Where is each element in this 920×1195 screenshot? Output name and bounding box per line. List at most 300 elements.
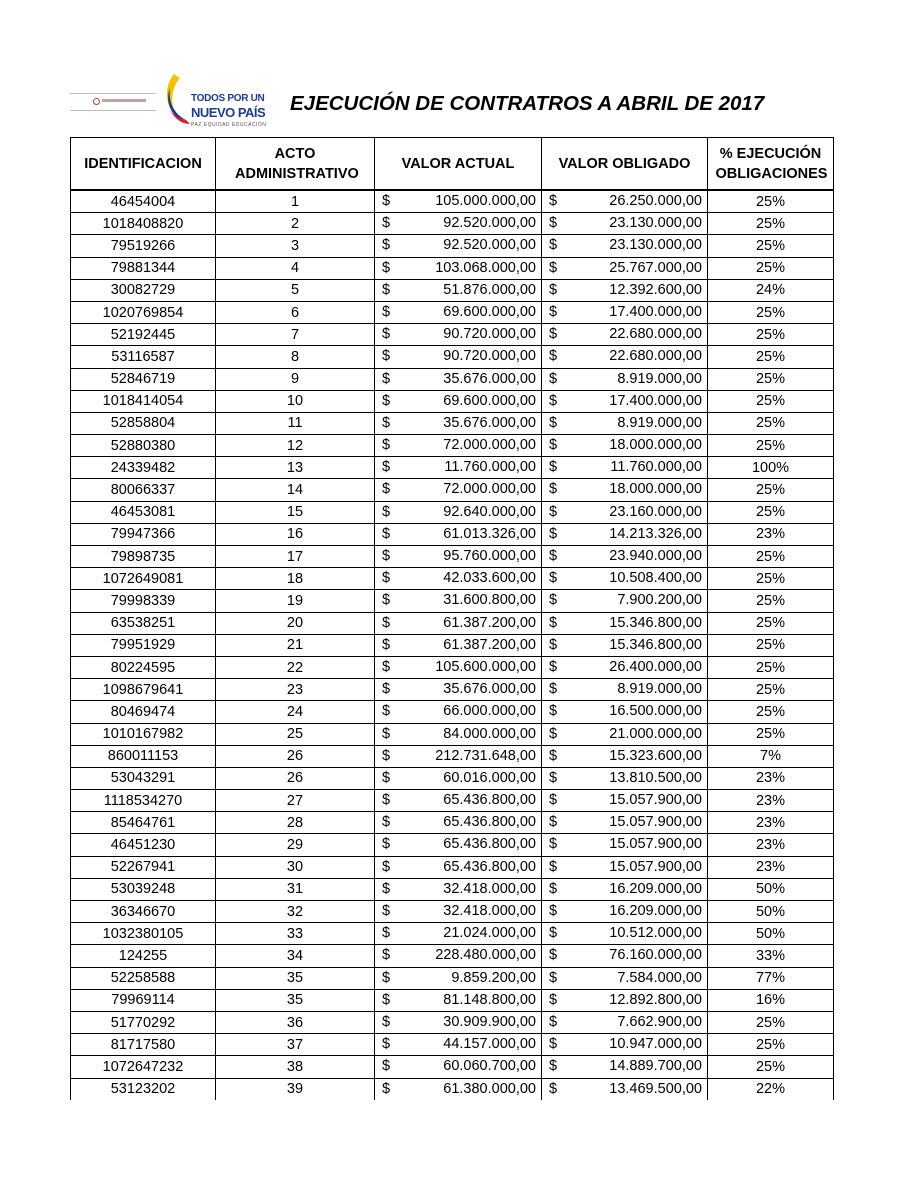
currency-symbol: $ bbox=[549, 525, 558, 542]
cell-ejecucion: 23% bbox=[708, 812, 834, 834]
flag-swoosh-icon bbox=[160, 72, 192, 134]
cell-ejecucion: 25% bbox=[708, 1056, 834, 1078]
cell-valor-obligado bbox=[542, 790, 708, 812]
valor-obligado-amount: 8.919.000,00 bbox=[617, 370, 702, 387]
currency-symbol: $ bbox=[549, 570, 558, 587]
cell-ejecucion: 25% bbox=[708, 612, 834, 634]
cell-valor-obligado bbox=[542, 257, 708, 279]
logo-line-1: TODOS POR UN bbox=[191, 93, 265, 104]
cell-identificacion: 79519266 bbox=[71, 235, 216, 257]
cell-valor-obligado bbox=[542, 435, 708, 457]
cell-acto-administrativo: 20 bbox=[216, 612, 375, 634]
table-row bbox=[71, 834, 834, 856]
currency-symbol: $ bbox=[382, 348, 391, 365]
table-row bbox=[71, 590, 834, 612]
valor-actual-amount: 92.520.000,00 bbox=[443, 237, 536, 254]
cell-valor-actual bbox=[375, 501, 542, 523]
cell-valor-actual bbox=[375, 656, 542, 678]
cell-identificacion: 79898735 bbox=[71, 546, 216, 568]
cell-acto-administrativo: 17 bbox=[216, 546, 375, 568]
cell-valor-obligado bbox=[542, 279, 708, 301]
cell-valor-obligado bbox=[542, 1034, 708, 1056]
logo-line-3: PAZ EQUIDAD EDUCACIÓN bbox=[191, 122, 267, 128]
cell-valor-actual bbox=[375, 1011, 542, 1033]
currency-symbol: $ bbox=[382, 1013, 391, 1030]
table-row bbox=[71, 523, 834, 545]
cell-identificacion: 46454004 bbox=[71, 190, 216, 213]
column-header-valor-obligado: VALOR OBLIGADO bbox=[542, 138, 708, 191]
cell-valor-obligado bbox=[542, 457, 708, 479]
currency-symbol: $ bbox=[549, 392, 558, 409]
valor-actual-amount: 30.909.900,00 bbox=[443, 1013, 536, 1030]
cell-valor-obligado bbox=[542, 235, 708, 257]
currency-symbol: $ bbox=[549, 1036, 558, 1053]
currency-symbol: $ bbox=[549, 658, 558, 675]
cell-identificacion: 63538251 bbox=[71, 612, 216, 634]
valor-actual-amount: 90.720.000,00 bbox=[443, 326, 536, 343]
cell-acto-administrativo: 12 bbox=[216, 435, 375, 457]
currency-symbol: $ bbox=[549, 925, 558, 942]
currency-symbol: $ bbox=[549, 348, 558, 365]
cell-valor-actual bbox=[375, 1078, 542, 1100]
valor-obligado-amount: 23.130.000,00 bbox=[609, 215, 702, 232]
cell-valor-obligado bbox=[542, 901, 708, 923]
cell-identificacion: 53123202 bbox=[71, 1078, 216, 1100]
table-row bbox=[71, 723, 834, 745]
cell-ejecucion: 23% bbox=[708, 523, 834, 545]
cell-valor-obligado bbox=[542, 213, 708, 235]
cell-identificacion: 80469474 bbox=[71, 701, 216, 723]
currency-symbol: $ bbox=[382, 1080, 391, 1097]
valor-actual-amount: 69.600.000,00 bbox=[443, 392, 536, 409]
currency-symbol: $ bbox=[549, 592, 558, 609]
valor-obligado-amount: 22.680.000,00 bbox=[609, 326, 702, 343]
valor-obligado-amount: 26.250.000,00 bbox=[609, 193, 702, 209]
cell-valor-obligado bbox=[542, 479, 708, 501]
cell-ejecucion: 25% bbox=[708, 190, 834, 213]
currency-symbol: $ bbox=[382, 281, 391, 298]
table-row bbox=[71, 568, 834, 590]
table-row bbox=[71, 945, 834, 967]
cell-valor-obligado bbox=[542, 1078, 708, 1100]
cell-acto-administrativo: 35 bbox=[216, 967, 375, 989]
cell-acto-administrativo: 38 bbox=[216, 1056, 375, 1078]
valor-actual-amount: 60.016.000,00 bbox=[443, 769, 536, 786]
cell-valor-actual bbox=[375, 590, 542, 612]
valor-actual-amount: 60.060.700,00 bbox=[443, 1058, 536, 1075]
cell-ejecucion: 25% bbox=[708, 679, 834, 701]
cell-acto-administrativo: 6 bbox=[216, 301, 375, 323]
cell-identificacion: 46451230 bbox=[71, 834, 216, 856]
valor-actual-amount: 31.600.800,00 bbox=[443, 592, 536, 609]
currency-symbol: $ bbox=[382, 215, 391, 232]
valor-obligado-amount: 18.000.000,00 bbox=[609, 481, 702, 498]
table-row bbox=[71, 1078, 834, 1100]
currency-symbol: $ bbox=[382, 769, 391, 786]
cell-ejecucion: 25% bbox=[708, 568, 834, 590]
table-row bbox=[71, 901, 834, 923]
cell-valor-actual bbox=[375, 856, 542, 878]
ministry-logo bbox=[70, 90, 156, 114]
valor-obligado-amount: 23.130.000,00 bbox=[609, 237, 702, 254]
cell-ejecucion: 25% bbox=[708, 546, 834, 568]
table-row bbox=[71, 1011, 834, 1033]
table-row bbox=[71, 989, 834, 1011]
table-row bbox=[71, 501, 834, 523]
cell-valor-obligado bbox=[542, 989, 708, 1011]
currency-symbol: $ bbox=[382, 858, 391, 875]
valor-actual-amount: 66.000.000,00 bbox=[443, 703, 536, 720]
cell-identificacion: 1032380105 bbox=[71, 923, 216, 945]
cell-valor-obligado bbox=[542, 967, 708, 989]
valor-obligado-amount: 10.512.000,00 bbox=[609, 925, 702, 942]
cell-valor-actual bbox=[375, 967, 542, 989]
valor-actual-amount: 61.387.200,00 bbox=[443, 614, 536, 631]
valor-obligado-amount: 25.767.000,00 bbox=[609, 259, 702, 276]
currency-symbol: $ bbox=[549, 858, 558, 875]
cell-identificacion: 79951929 bbox=[71, 634, 216, 656]
table-row bbox=[71, 479, 834, 501]
cell-valor-obligado bbox=[542, 856, 708, 878]
currency-symbol: $ bbox=[382, 1058, 391, 1075]
table-header-row bbox=[71, 138, 834, 191]
cell-valor-actual bbox=[375, 390, 542, 412]
table-row bbox=[71, 812, 834, 834]
cell-ejecucion: 50% bbox=[708, 923, 834, 945]
cell-ejecucion: 25% bbox=[708, 634, 834, 656]
valor-actual-amount: 51.876.000,00 bbox=[443, 281, 536, 298]
currency-symbol: $ bbox=[549, 991, 558, 1008]
cell-valor-obligado bbox=[542, 590, 708, 612]
cell-valor-actual bbox=[375, 790, 542, 812]
column-header-ejecucion bbox=[708, 138, 834, 191]
cell-valor-actual bbox=[375, 279, 542, 301]
currency-symbol: $ bbox=[382, 303, 391, 320]
table-row bbox=[71, 745, 834, 767]
valor-obligado-amount: 14.889.700,00 bbox=[609, 1058, 702, 1075]
cell-acto-administrativo: 21 bbox=[216, 634, 375, 656]
valor-obligado-amount: 17.400.000,00 bbox=[609, 392, 702, 409]
valor-actual-amount: 90.720.000,00 bbox=[443, 348, 536, 365]
valor-actual-amount: 92.520.000,00 bbox=[443, 215, 536, 232]
currency-symbol: $ bbox=[382, 725, 391, 742]
cell-valor-actual bbox=[375, 368, 542, 390]
cell-valor-obligado bbox=[542, 1056, 708, 1078]
valor-obligado-amount: 16.500.000,00 bbox=[609, 703, 702, 720]
table-row bbox=[71, 656, 834, 678]
currency-symbol: $ bbox=[382, 947, 391, 964]
cell-valor-actual bbox=[375, 435, 542, 457]
cell-identificacion: 1072649081 bbox=[71, 568, 216, 590]
valor-obligado-amount: 21.000.000,00 bbox=[609, 725, 702, 742]
currency-symbol: $ bbox=[382, 326, 391, 343]
cell-ejecucion: 25% bbox=[708, 435, 834, 457]
currency-symbol: $ bbox=[549, 1013, 558, 1030]
currency-symbol: $ bbox=[549, 326, 558, 343]
currency-symbol: $ bbox=[382, 836, 391, 853]
cell-identificacion: 36346670 bbox=[71, 901, 216, 923]
currency-symbol: $ bbox=[382, 414, 391, 431]
valor-obligado-amount: 7.900.200,00 bbox=[617, 592, 702, 609]
cell-acto-administrativo: 14 bbox=[216, 479, 375, 501]
cell-ejecucion: 23% bbox=[708, 834, 834, 856]
cell-valor-actual bbox=[375, 1034, 542, 1056]
cell-ejecucion: 24% bbox=[708, 279, 834, 301]
currency-symbol: $ bbox=[549, 215, 558, 232]
cell-ejecucion: 25% bbox=[708, 656, 834, 678]
valor-actual-amount: 72.000.000,00 bbox=[443, 437, 536, 454]
cell-valor-obligado bbox=[542, 656, 708, 678]
cell-acto-administrativo: 15 bbox=[216, 501, 375, 523]
table-row bbox=[71, 324, 834, 346]
cell-acto-administrativo: 5 bbox=[216, 279, 375, 301]
valor-obligado-amount: 23.940.000,00 bbox=[609, 548, 702, 564]
valor-actual-amount: 61.013.326,00 bbox=[443, 525, 536, 542]
valor-obligado-amount: 13.810.500,00 bbox=[609, 769, 702, 786]
currency-symbol: $ bbox=[549, 747, 558, 764]
currency-symbol: $ bbox=[382, 459, 391, 476]
valor-obligado-amount: 8.919.000,00 bbox=[617, 681, 702, 698]
currency-symbol: $ bbox=[382, 814, 391, 831]
cell-ejecucion: 50% bbox=[708, 878, 834, 900]
cell-identificacion: 24339482 bbox=[71, 457, 216, 479]
currency-symbol: $ bbox=[549, 303, 558, 320]
currency-symbol: $ bbox=[382, 370, 391, 387]
cell-identificacion: 1020769854 bbox=[71, 301, 216, 323]
column-header-acto-administrativo bbox=[216, 138, 375, 191]
valor-obligado-amount: 12.392.600,00 bbox=[609, 281, 702, 298]
cell-valor-actual bbox=[375, 301, 542, 323]
valor-obligado-amount: 10.508.400,00 bbox=[609, 570, 702, 587]
cell-valor-actual bbox=[375, 324, 542, 346]
cell-valor-actual bbox=[375, 1056, 542, 1078]
cell-valor-actual bbox=[375, 523, 542, 545]
valor-actual-amount: 61.380.000,00 bbox=[443, 1080, 536, 1097]
cell-acto-administrativo: 25 bbox=[216, 723, 375, 745]
cell-identificacion: 52258588 bbox=[71, 967, 216, 989]
cell-acto-administrativo: 22 bbox=[216, 656, 375, 678]
currency-symbol: $ bbox=[549, 703, 558, 720]
cell-ejecucion: 100% bbox=[708, 457, 834, 479]
currency-symbol: $ bbox=[549, 414, 558, 431]
cell-ejecucion: 25% bbox=[708, 257, 834, 279]
cell-valor-obligado bbox=[542, 923, 708, 945]
currency-symbol: $ bbox=[382, 681, 391, 698]
cell-valor-actual bbox=[375, 479, 542, 501]
cell-ejecucion: 25% bbox=[708, 1011, 834, 1033]
valor-obligado-amount: 12.892.800,00 bbox=[609, 991, 702, 1008]
cell-valor-obligado bbox=[542, 767, 708, 789]
cell-identificacion: 85464761 bbox=[71, 812, 216, 834]
valor-obligado-amount: 23.160.000,00 bbox=[609, 503, 702, 520]
currency-symbol: $ bbox=[549, 814, 558, 831]
column-header-valor-actual: VALOR ACTUAL bbox=[375, 138, 542, 191]
table-row bbox=[71, 967, 834, 989]
currency-symbol: $ bbox=[382, 525, 391, 542]
currency-symbol: $ bbox=[549, 1058, 558, 1075]
table-row bbox=[71, 368, 834, 390]
valor-obligado-amount: 16.209.000,00 bbox=[609, 903, 702, 919]
valor-obligado-amount: 16.209.000,00 bbox=[609, 880, 702, 897]
cell-acto-administrativo: 11 bbox=[216, 412, 375, 434]
cell-valor-actual bbox=[375, 834, 542, 856]
cell-acto-administrativo: 30 bbox=[216, 856, 375, 878]
table-row bbox=[71, 546, 834, 568]
currency-symbol: $ bbox=[549, 725, 558, 742]
cell-valor-obligado bbox=[542, 546, 708, 568]
table-row bbox=[71, 767, 834, 789]
cell-valor-actual bbox=[375, 634, 542, 656]
logo-line-2: NUEVO PAÍS bbox=[191, 105, 266, 120]
currency-symbol: $ bbox=[549, 281, 558, 298]
currency-symbol: $ bbox=[382, 969, 391, 986]
cell-identificacion: 1018414054 bbox=[71, 390, 216, 412]
cell-valor-actual bbox=[375, 679, 542, 701]
cell-acto-administrativo: 9 bbox=[216, 368, 375, 390]
cell-ejecucion: 50% bbox=[708, 901, 834, 923]
valor-obligado-amount: 15.346.800,00 bbox=[609, 636, 702, 653]
cell-valor-actual bbox=[375, 213, 542, 235]
currency-symbol: $ bbox=[549, 947, 558, 964]
valor-actual-amount: 35.676.000,00 bbox=[443, 681, 536, 698]
cell-identificacion: 52880380 bbox=[71, 435, 216, 457]
cell-ejecucion: 25% bbox=[708, 501, 834, 523]
table-row bbox=[71, 634, 834, 656]
table-row bbox=[71, 790, 834, 812]
cell-valor-obligado bbox=[542, 412, 708, 434]
cell-identificacion: 124255 bbox=[71, 945, 216, 967]
cell-acto-administrativo: 33 bbox=[216, 923, 375, 945]
valor-actual-amount: 95.760.000,00 bbox=[443, 548, 536, 564]
cell-identificacion: 53043291 bbox=[71, 767, 216, 789]
valor-actual-amount: 42.033.600,00 bbox=[443, 570, 536, 587]
valor-obligado-amount: 7.584.000,00 bbox=[617, 969, 702, 986]
table-row bbox=[71, 701, 834, 723]
cell-acto-administrativo: 2 bbox=[216, 213, 375, 235]
currency-symbol: $ bbox=[382, 614, 391, 631]
table-row bbox=[71, 1034, 834, 1056]
cell-acto-administrativo: 4 bbox=[216, 257, 375, 279]
cell-valor-actual bbox=[375, 546, 542, 568]
cell-ejecucion: 25% bbox=[708, 723, 834, 745]
currency-symbol: $ bbox=[382, 925, 391, 942]
currency-symbol: $ bbox=[549, 503, 558, 520]
currency-symbol: $ bbox=[382, 703, 391, 720]
cell-identificacion: 46453081 bbox=[71, 501, 216, 523]
cell-identificacion: 80224595 bbox=[71, 656, 216, 678]
currency-symbol: $ bbox=[382, 392, 391, 409]
cell-valor-obligado bbox=[542, 501, 708, 523]
currency-symbol: $ bbox=[549, 636, 558, 653]
currency-symbol: $ bbox=[382, 548, 391, 564]
cell-ejecucion: 16% bbox=[708, 989, 834, 1011]
cell-ejecucion: 25% bbox=[708, 235, 834, 257]
valor-obligado-amount: 22.680.000,00 bbox=[609, 348, 702, 365]
cell-ejecucion: 33% bbox=[708, 945, 834, 967]
cell-acto-administrativo: 36 bbox=[216, 1011, 375, 1033]
table-row bbox=[71, 301, 834, 323]
currency-symbol: $ bbox=[549, 792, 558, 809]
valor-actual-amount: 92.640.000,00 bbox=[443, 503, 536, 520]
table-row bbox=[71, 679, 834, 701]
table-row bbox=[71, 856, 834, 878]
cell-acto-administrativo: 1 bbox=[216, 190, 375, 213]
cell-valor-actual bbox=[375, 923, 542, 945]
valor-obligado-amount: 15.057.900,00 bbox=[609, 836, 702, 853]
valor-obligado-amount: 15.323.600,00 bbox=[609, 747, 702, 764]
cell-valor-actual bbox=[375, 901, 542, 923]
valor-actual-amount: 103.068.000,00 bbox=[435, 259, 536, 276]
table-row bbox=[71, 435, 834, 457]
cell-valor-obligado bbox=[542, 190, 708, 213]
cell-identificacion: 53116587 bbox=[71, 346, 216, 368]
currency-symbol: $ bbox=[382, 903, 391, 919]
cell-identificacion: 860011153 bbox=[71, 745, 216, 767]
cell-valor-obligado bbox=[542, 745, 708, 767]
page-title: EJECUCIÓN DE CONTRATROS A ABRIL DE 2017 bbox=[290, 92, 765, 115]
cell-valor-actual bbox=[375, 701, 542, 723]
cell-ejecucion: 25% bbox=[708, 390, 834, 412]
cell-valor-actual bbox=[375, 989, 542, 1011]
cell-valor-actual bbox=[375, 878, 542, 900]
valor-actual-amount: 32.418.000,00 bbox=[443, 903, 536, 919]
valor-actual-amount: 69.600.000,00 bbox=[443, 303, 536, 320]
cell-acto-administrativo: 24 bbox=[216, 701, 375, 723]
cell-valor-obligado bbox=[542, 679, 708, 701]
cell-valor-actual bbox=[375, 235, 542, 257]
valor-obligado-amount: 15.057.900,00 bbox=[609, 792, 702, 809]
contracts-table bbox=[70, 137, 834, 1100]
cell-valor-obligado bbox=[542, 324, 708, 346]
cell-acto-administrativo: 7 bbox=[216, 324, 375, 346]
valor-obligado-amount: 15.057.900,00 bbox=[609, 814, 702, 831]
cell-valor-actual bbox=[375, 745, 542, 767]
cell-identificacion: 53039248 bbox=[71, 878, 216, 900]
currency-symbol: $ bbox=[549, 237, 558, 254]
cell-ejecucion: 25% bbox=[708, 412, 834, 434]
currency-symbol: $ bbox=[382, 636, 391, 653]
valor-actual-amount: 84.000.000,00 bbox=[443, 725, 536, 742]
cell-ejecucion: 25% bbox=[708, 213, 834, 235]
cell-ejecucion: 25% bbox=[708, 1034, 834, 1056]
cell-acto-administrativo: 23 bbox=[216, 679, 375, 701]
cell-acto-administrativo: 19 bbox=[216, 590, 375, 612]
cell-ejecucion: 25% bbox=[708, 368, 834, 390]
cell-ejecucion: 25% bbox=[708, 324, 834, 346]
cell-acto-administrativo: 31 bbox=[216, 878, 375, 900]
currency-symbol: $ bbox=[382, 481, 391, 498]
valor-actual-amount: 44.157.000,00 bbox=[443, 1036, 536, 1053]
currency-symbol: $ bbox=[382, 792, 391, 809]
cell-valor-actual bbox=[375, 346, 542, 368]
cell-identificacion: 52267941 bbox=[71, 856, 216, 878]
valor-obligado-amount: 10.947.000,00 bbox=[609, 1036, 702, 1053]
valor-actual-amount: 35.676.000,00 bbox=[443, 370, 536, 387]
cell-acto-administrativo: 18 bbox=[216, 568, 375, 590]
cell-acto-administrativo: 29 bbox=[216, 834, 375, 856]
valor-obligado-amount: 17.400.000,00 bbox=[609, 303, 702, 320]
todos-por-un-nuevo-pais-logo bbox=[160, 72, 267, 134]
valor-actual-amount: 105.600.000,00 bbox=[435, 658, 536, 675]
table-row bbox=[71, 190, 834, 213]
cell-valor-obligado bbox=[542, 1011, 708, 1033]
cell-acto-administrativo: 3 bbox=[216, 235, 375, 257]
cell-ejecucion: 23% bbox=[708, 856, 834, 878]
currency-symbol: $ bbox=[549, 548, 558, 564]
cell-valor-obligado bbox=[542, 945, 708, 967]
cell-identificacion: 1072647232 bbox=[71, 1056, 216, 1078]
cell-identificacion: 52192445 bbox=[71, 324, 216, 346]
